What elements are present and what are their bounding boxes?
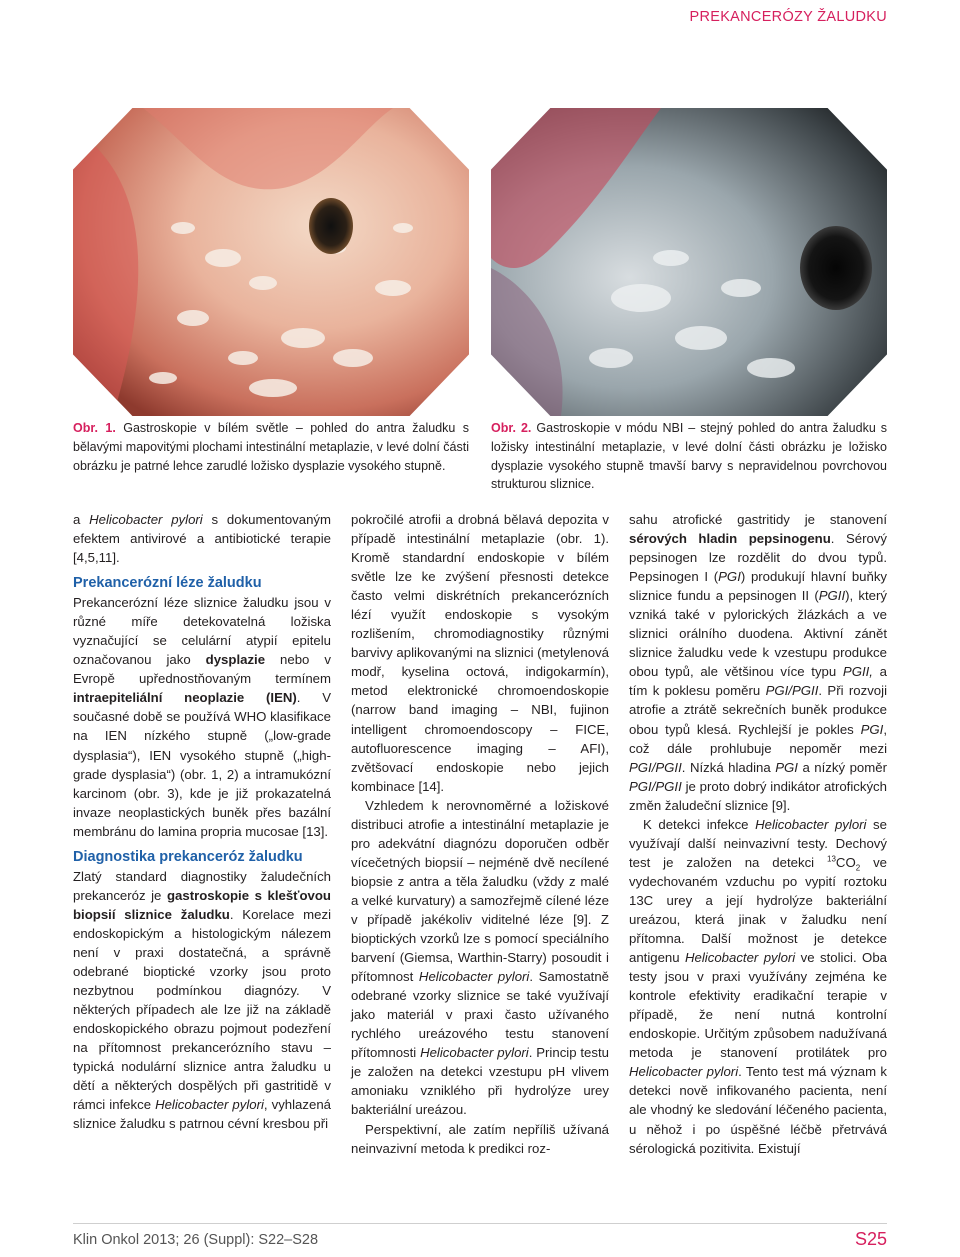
figure-1-caption-text: Gastroskopie v bílém světle – pohled do antra žaludku s bělavými mapovitými plochami intestinální metaplazie, v levé dolní části obrázku je patrné lehce zarudlé ložisko dysplazie vysokého stupně. [73,421,470,473]
section-heading-prekancerozni-leze: Prekancerózní léze žaludku [73,575,262,592]
paragraph: Zlatý standard diagnostiky žaludečních prekanceróz je gastroskopie s klešťovou biopsií sliznice žaludku. Korelace mezi endoskopickým a histologickým nálezem není v praxi dostatečná, a správně odebrané bioptické vzorky jsou proto nezbytnou podmínkou diagnózy. V některých případech ale lze již na základě endoskopického obrazu pojmout podezření na přítomnost prekancerózního stavu – typická nodulární sliznice antra žaludku u dětí a některých dospělých při gastritidě v rámci infekce Helicobacter pylori, vyhlazená sliznice žaludku s patrnou cévní kresbou při [73,868,332,1132]
paragraph: Perspektivní, ale zatím nepříliš užívaná neinvazivní metoda k predikci roz- [351,1121,609,1156]
endoscopy-image-nbi [491,108,887,416]
running-title: PREKANCERÓZY ŽALUDKU [689,9,887,25]
paragraph: Vzhledem k nerovnoměrné a ložiskové distribuci atrofie a intestinální metaplazie je pro adekvátní diagnózu doporučen odběr vícečetných biopsií – nejméně dvě necílené biopsie z antra a těla žaludku (vždy z malé a velké kurvatury) a samozřejmě cílené léze v případě jakékoliv viditelné léze [9]. Z bioptických vzorků lze s pomocí speciálního barvení (Giemsa, Warthin-Starry) posoudit i přítomnost Helicobacter pylori. Samostatně odebrané vzorky sliznice se také využívají jako materiál v praxi často užívaného rychlého ureázového testu stanovení přítomnosti Helicobacter pylori. Princip testu je založen na detekci vzestupu pH vlivem amoniaku vzniklého při hydrolýze urey bakteriální ureázou. [351,797,610,1118]
paragraph: sahu atrofické gastritidy je stanovení sérových hladin pepsinogenu. Sérový pepsinogen lze rozdělit do dvou typů. Pepsinogen I (PGI) produkují hlavní buňky sliznice fundu a pepsinogen II (PGII), který vzniká také v pylorických žlázkách a ve sliznici orálního duodena. Aktivní zánět sliznice žaludku vede k vzestupu produkce obou typů, ale většinou více typu PGII, a tím k poklesu poměru PGI/PGII. Při rozvoji atrofie a ztrátě sekrečních buněk produkce obou typů klesá. Rychlejší je pokles PGI, což dále prohlubuje nepoměr mezi PGI/PGII. Nízká hladina PGI a nízký poměr PGI/PGII je proto dobrý indikátor atrofických změn žaludeční sliznice [9]. [629,512,888,813]
journal-citation: Klin Onkol 2013; 26 (Suppl): S22–S28 [73,1232,319,1248]
paragraph: a Helicobacter pylori s dokumentovaným efektem antivirové a antibiotické terapie [4,5,11]. [73,512,331,566]
figure-2-caption-text: Gastroskopie v módu NBI – stejný pohled do antra žaludku s ložisky intestinální metaplazie, v levé dolní části obrázku je ložisko dysplazie vysokého stupně tmavší barvy s nepravidelnou povrchovou strukturou sliznice. [491,421,887,492]
text-column-1 [73,510,331,1133]
figure-1-label: Obr. 1. [73,421,116,435]
figure-2-label: Obr. 2. [491,421,532,435]
section-heading-diagnostika: Diagnostika prekanceróz žaludku [73,848,303,865]
footer-divider [73,1223,887,1224]
paragraph: pokročilé atrofii a drobná bělavá depozita v případě intestinální metaplazie (obr. 1). Kromě standardní endoskopie v bílém světle lze ke zvýšení přesnosti detekce často velmi diskrétních prekancerózních lézí využít endoskopie s vysokým rozlišením, chromodiagnostiky různými barvivy aplikovanými na sliznici (metylenová modř, kyselina octová, indigokarmín), metod elektronické chromoendoskopie (narrow band imaging – NBI, fujinon intelligent chromoendoscopy – FICE, autofluorescence imaging – AFI), zvětšovací endoskopie nebo jejich kombinace [14]. [351,512,609,794]
endoscopy-image-white-light [73,108,469,416]
page-number: S25 [854,1229,887,1249]
paragraph: K detekci infekce Helicobacter pylori se využívají další neinvazivní testy. Dechový test je založen na detekci $^{13}CO_2$ ve vydechovaném vzduchu po vypití roztoku 13C urey a její hydrolýze bakteriální ureázou, která jinak v žaludku není přítomna. Další možnost je detekce antigenu Helicobacter pylori ve stolici. Oba testy jsou v praxi využívány zejména ke kontrole efektivity eradikační terapie v případě, že není nutná kontrolní endoskopie. Určitým způsobem nadužívaná metoda je stanovení protilátek pro Helicobacter pylori. Tento test má význam k detekci nově infikovaného pacienta, není ale vhodný ke sledování léčeného pacienta, u něhož i po úspěšné léčbě přetrvává sérologická pozitivita. Existují [629,816,888,1156]
paragraph: Prekancerózní léze sliznice žaludku jsou v různé míře detekovatelná ložiska vyznačující se celulární atypií epitelu označovanou jako dysplazie nebo v Evropě upřednostňovaným termínem intraepiteliální neoplazie (IEN). V současné době se používá WHO klasifikace na IEN nízkého stupně („low-grade dysplasia“), IEN vysokého stupně („high-grade dysplasia“) (obr. 1, 2) a intramukózní karcinom (obr. 3), kde je již prokazatelná invaze neoplastických buněk přes bazální membránu do lamina propria mucosae [13]. [73,595,331,839]
text-column-3 [629,510,887,1158]
figure-1-caption [73,419,469,475]
figure-2-caption [491,419,887,494]
text-column-2 [351,510,609,1158]
